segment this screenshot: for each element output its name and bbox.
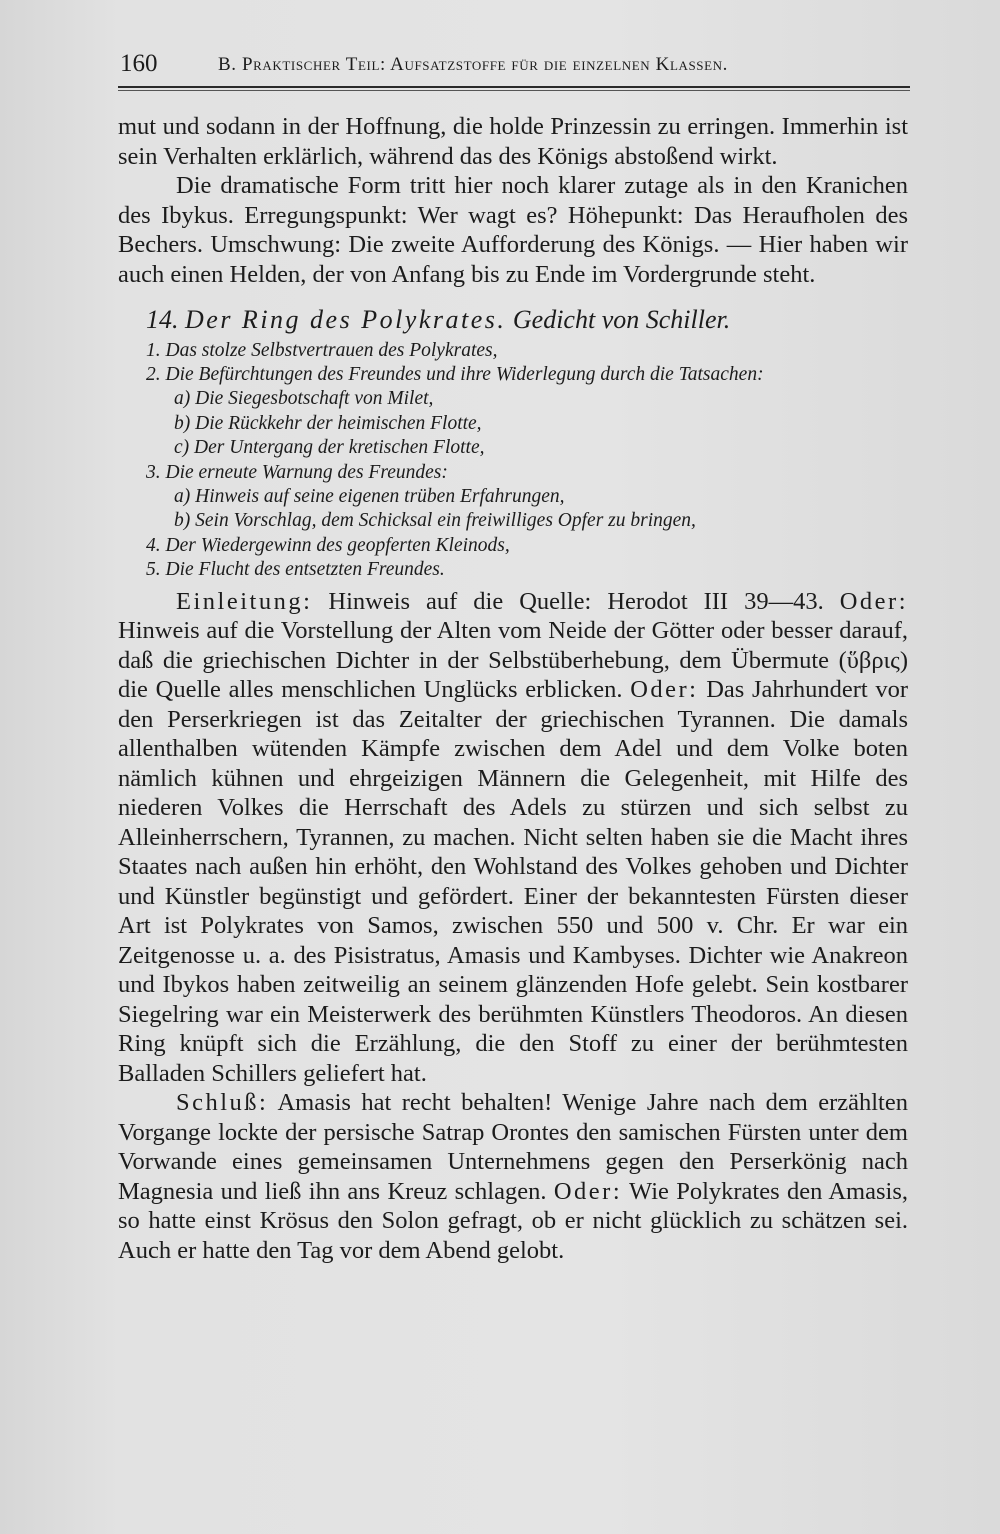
outline-text: Hinweis auf seine eigenen trüben Erfahrungen,	[195, 485, 565, 507]
outline-subitem	[146, 485, 908, 509]
outline-item	[146, 363, 908, 387]
outline-item	[146, 461, 908, 485]
outline-list	[146, 339, 908, 583]
header-rule	[118, 86, 910, 88]
outline-label: 2.	[146, 363, 161, 385]
body-text	[118, 112, 908, 1265]
outline-text: Der Untergang der kretischen Flotte,	[194, 437, 485, 459]
paragraph-continued: mut und sodann in der Hoffnung, die holde Prinzessin zu erringen. Immerhin ist sein Verhalten erklärlich, während das des Königs abstoßend wirkt.	[118, 113, 908, 170]
outline-text: Die Befürchtungen des Freundes und ihre Widerlegung durch die Tatsachen:	[165, 363, 764, 385]
einleitung-label: Einleitung:	[176, 587, 313, 615]
section-heading	[146, 305, 908, 335]
schluss-label: Schluß:	[176, 1089, 269, 1117]
page-header	[120, 50, 910, 86]
paragraph-einleitung	[118, 587, 908, 1089]
outline-text: Der Wiedergewinn des geopferten Kleinods,	[165, 534, 510, 556]
outline-text: Die Siegesbotschaft von Milet,	[195, 388, 434, 410]
section-number: 14.	[146, 305, 179, 334]
outline-label: a)	[174, 388, 191, 410]
outline-label: 5.	[146, 559, 161, 581]
outline-label: 1.	[146, 339, 161, 361]
schluss-text-1: Amasis hat recht behalten! Wenige Jahre nach dem erzählten Vorgange lockte der persische Satrap Orontes den samischen Fürsten unter dem Vorwande eines gemeinsamen Unternehmens gegen den Perserkönig nach Magnesia und ließ ihn ans Kreuz schlagen.	[118, 1089, 908, 1205]
outline-subitem	[146, 412, 908, 436]
outline-text: Das stolze Selbstvertrauen des Polykrates,	[165, 339, 498, 361]
outline-label: 4.	[146, 534, 161, 556]
outline-label: b)	[174, 412, 191, 434]
running-head: B. Praktischer Teil: Aufsatzstoffe für die einzelnen Klassen.	[218, 54, 729, 75]
outline-text: Die erneute Warnung des Freundes:	[165, 461, 448, 483]
outline-label: 3.	[146, 461, 161, 483]
outline-label: a)	[174, 485, 191, 507]
outline-item	[146, 534, 908, 558]
outline-subitem	[146, 387, 908, 411]
outline-item	[146, 339, 908, 363]
outline-subitem	[146, 436, 908, 460]
einleitung-text-3: Das Jahrhundert vor den Perserkriegen ist das Zeitalter der griechischen Tyrannen. Die damals allenthalben wütenden Kämpfe zwischen dem Adel und dem Volke boten nämlich kühnen und ehrgeizigen Männern die Gelegenheit, mit Hilfe des niederen Volkes die Herrschaft des Adels zu stürzen und sich selbst zu Alleinherrschern, Tyrannen, zu machen. Nicht selten haben sie die Macht ihres Staates nach außen hin erhöht, den Wohlstand des Volkes gehoben und Dichter und Künstler begünstigt und gefördert. Einer der bekanntesten Fürsten dieser Art ist Polykrates von Samos, zwischen 550 und 500 v. Chr. Er war ein Zeitgenosse u. a. des Pisistratus, Amasis und Kambyses. Dichter wie Anakreon und Ibykos haben zeitweilig an seinem glänzenden Hofe gelebt. Sein kostbarer Siegelring war ein Meisterwerk des berühmten Künstlers Theodoros. An diesen Ring knüpft sich die Erzählung, die den Stoff zu einer der berühmtesten Balladen Schillers geliefert hat.	[118, 676, 909, 1087]
outline-label: c)	[174, 437, 190, 459]
section-title: Der Ring des Polykrates.	[185, 305, 507, 334]
oder-label: Oder:	[630, 676, 699, 704]
header-rule-thin	[118, 90, 910, 91]
einleitung-text-2: Hinweis auf die Vorstellung der Alten vom Neide der Götter oder besser darauf, daß die griechischen Dichter in der Selbstüberhebung, dem Übermute (ὕβρις) die Quelle alles menschlichen Unglücks erblicken.	[118, 617, 908, 704]
outline-text: Die Rückkehr der heimischen Flotte,	[195, 412, 482, 434]
outline-text: Die Flucht des entsetzten Freundes.	[165, 559, 445, 581]
oder-label: Oder:	[839, 587, 909, 615]
oder-label: Oder:	[553, 1177, 623, 1205]
paragraph-schluss	[118, 1088, 908, 1265]
schluss-text-2: Wie Polykrates den Amasis, so hatte einst Krösus den Solon gefragt, ob er nicht glücklich zu schätzen sei. Auch er hatte den Tag vor dem Abend gelobt.	[118, 1177, 908, 1264]
einleitung-text-1: Hinweis auf die Quelle: Herodot III 39—43.	[328, 587, 824, 615]
outline-text: Sein Vorschlag, dem Schicksal ein freiwilliges Opfer zu bringen,	[195, 510, 696, 532]
page-number: 160	[120, 50, 158, 77]
section-subtitle: Gedicht von Schiller.	[512, 305, 731, 334]
outline-item	[146, 558, 908, 582]
paragraph-dramatic-form: Die dramatische Form tritt hier noch klarer zutage als in den Kranichen des Ibykus. Erregungspunkt: Wer wagt es? Höhepunkt: Das Heraufholen des Bechers. Umschwung: Die zweite Aufforderung des Königs. — Hier haben wir auch einen Helden, der von Anfang bis zu Ende im Vordergrunde steht.	[118, 172, 908, 288]
outline-subitem	[146, 509, 908, 533]
outline-label: b)	[174, 510, 191, 532]
